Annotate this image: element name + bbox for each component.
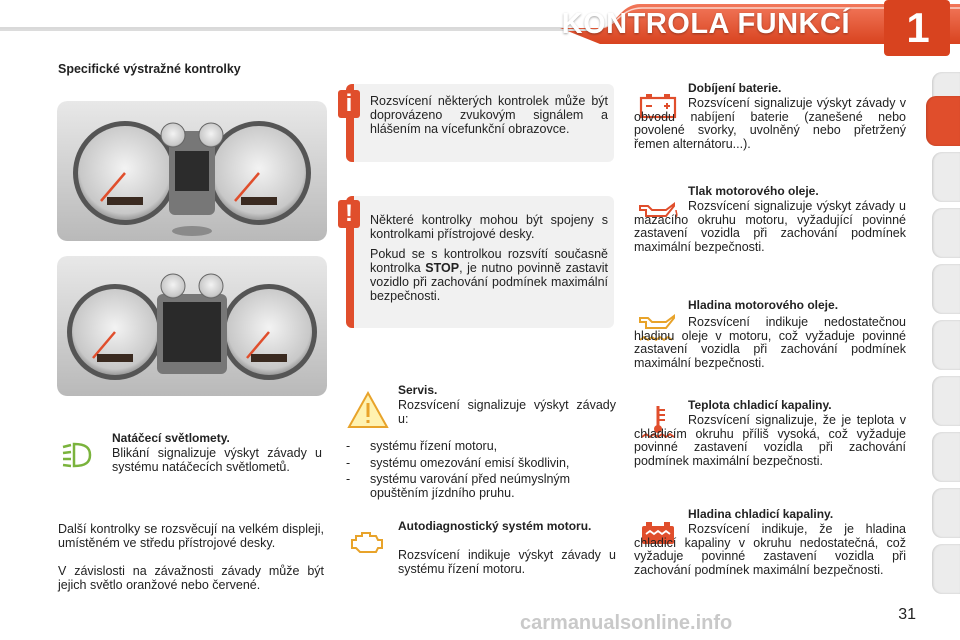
bullet-dash: - [346, 439, 351, 453]
side-tab[interactable] [932, 432, 960, 482]
service-bullet-list [346, 440, 616, 503]
side-tab[interactable] [932, 488, 960, 538]
warning-p2-before: Pokud se s kontrolkou rozsvítí současně kontrolka [370, 247, 608, 275]
bullet-dash: - [346, 455, 351, 470]
coolant-level-text: Rozsvícení indikuje, že je hladina chladicí kapaliny v okruhu nedostatečná, což vyžaduje povinné zastavení vozidla při zachování podmínek maximální bezpečnosti. [634, 522, 906, 577]
oil-level-title: Hladina motorového oleje. [688, 298, 839, 312]
warning-note-p2 [370, 247, 608, 303]
autodiag-text: Rozsvícení indikuje výskyt závady u systému řízení motoru. [398, 548, 616, 576]
oil-pressure-title: Tlak motorového oleje. [688, 184, 819, 198]
bullet-text: systému varování před neúmyslným opuštěním jízdního pruhu. [370, 472, 571, 500]
list-item [346, 440, 616, 454]
info-note-text: Rozsvícení některých kontrolek může být doprovázeno zvukovým signálem a hlášením na vícefunkční obrazovce. [370, 94, 608, 136]
exclamation-icon: ! [338, 200, 360, 228]
side-tab[interactable] [932, 376, 960, 426]
oil-level-text: Rozsvícení indikuje nedostatečnou hladinu oleje v motoru, což vyžaduje povinné zastavení vozidla při zachování podmínek maximální bezpečnosti. [634, 315, 906, 370]
headlamp-title: Natáčecí světlomety. [112, 431, 230, 445]
autodiag-title: Autodiagnostický systém motoru. [398, 519, 592, 533]
section-heading: Specifické výstražné kontrolky [58, 62, 241, 76]
other-warnings-p2: V závislosti na závažnosti závady může být jejich světlo oranžové nebo červené. [58, 564, 324, 592]
bullet-dash: - [346, 472, 351, 486]
list-item [346, 457, 616, 471]
service-text: Rozsvícení signalizuje výskyt závady u: [398, 398, 616, 426]
battery-text: Rozsvícení signalizuje výskyt závady v obvodu nabíjení baterie (zanešené nebo povolené svorky, uvolněný nebo přetržený řemen alternátoru...). [634, 96, 906, 151]
side-tab-active[interactable] [926, 96, 960, 146]
coolant-level-title: Hladina chladicí kapaliny. [688, 507, 834, 521]
page-number: 31 [898, 606, 916, 623]
service-title: Servis. [398, 383, 438, 397]
coolant-temp-title: Teplota chladicí kapaliny. [688, 398, 832, 412]
warning-note-p1: Některé kontrolky mohou být spojeny s kontrolkami přístrojové desky. [370, 213, 608, 241]
side-tab[interactable] [932, 544, 960, 594]
battery-title: Dobíjení baterie. [688, 81, 782, 95]
side-tab[interactable] [932, 152, 960, 202]
oil-pressure-text: Rozsvícení signalizuje výskyt závady u mazacího okruhu motoru, vyžadující povinné zastavení vozidla při zachování podmínek maximální bezpečnosti. [634, 199, 906, 254]
watermark: carmanualsonline.info [520, 612, 733, 634]
instrument-cluster-image [57, 101, 327, 241]
bullet-text: systému omezování emisí škodlivin, [370, 455, 570, 470]
bullet-text: systému řízení motoru, [370, 439, 498, 453]
warning-note-text [370, 213, 608, 309]
headlamp-text: Blikání signalizuje výskyt závady u systému natáčecích světlometů. [112, 446, 322, 474]
stop-label: STOP [425, 261, 460, 275]
other-warnings-p1: Další kontrolky se rozsvěcují na velkém displeji, umístěném ve středu přístrojové desky. [58, 522, 324, 550]
instrument-cluster-display-image [57, 256, 327, 396]
headlamp-icon [60, 440, 100, 470]
engine-check-icon [348, 528, 388, 558]
side-tab[interactable] [932, 208, 960, 258]
page-title: KONTROLA FUNKCÍ [561, 8, 850, 40]
side-tab[interactable] [932, 264, 960, 314]
side-tab[interactable] [932, 320, 960, 370]
chapter-number: 1 [906, 4, 930, 51]
side-tabs [926, 72, 960, 612]
list-item [346, 473, 616, 500]
info-icon: i [338, 90, 360, 118]
warning-p2-after: , je nutno povinně zastavit vozidlo při zachování podmínek maximální bezpečnosti. [370, 261, 608, 303]
service-warning-icon [346, 390, 390, 430]
coolant-temp-text: Rozsvícení signalizuje, že je teplota v chladicím okruhu příliš vysoká, což vyžaduje povinné zastavení vozidla při zachování podmínek maximální bezpečnosti. [634, 413, 906, 468]
